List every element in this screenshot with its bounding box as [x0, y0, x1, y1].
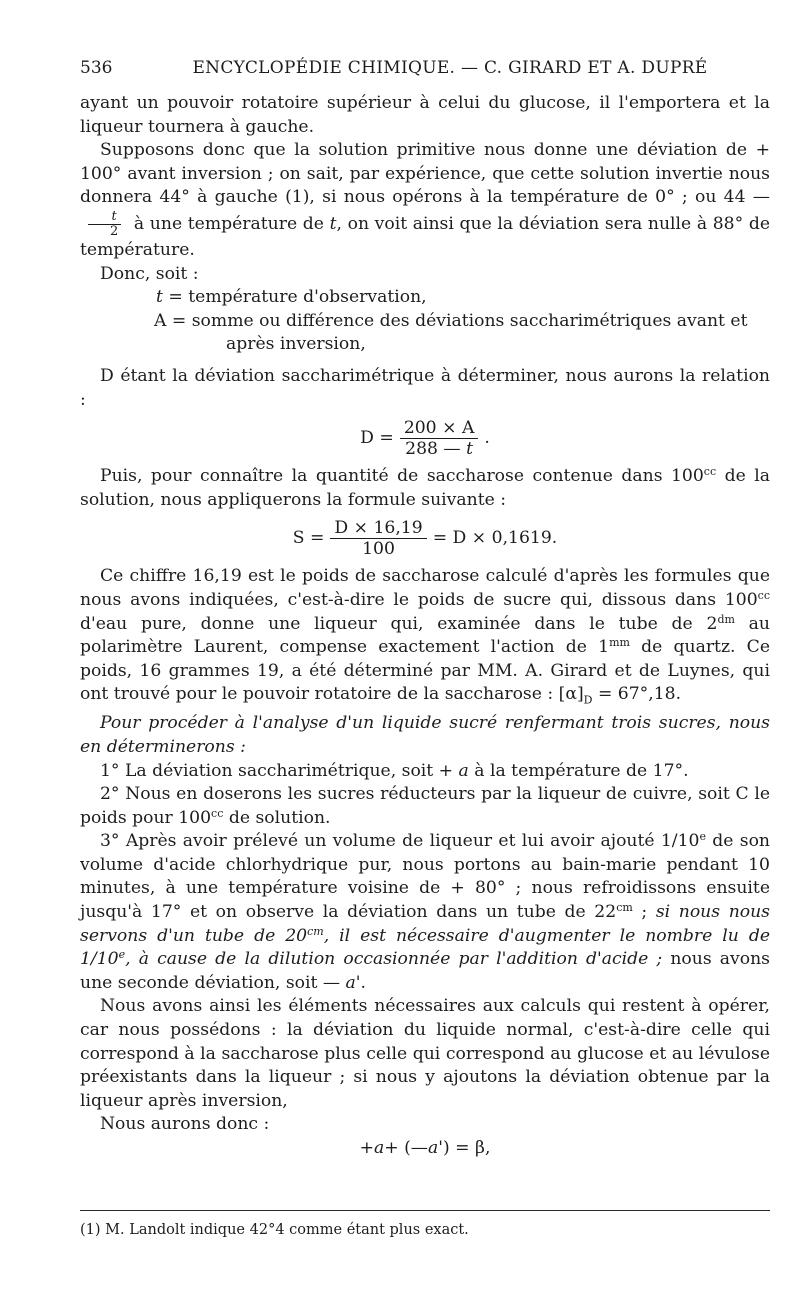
paragraph-9: Nous aurons donc :	[100, 1114, 270, 1135]
formula-beta: + a + (— a' ) = β,	[359, 1138, 491, 1158]
list-item-3: 3° Après avoir prélevé un volume de liqueur et lui avoir ajouté 1/10e de son volume d'acide chlorhydrique pur, nous portons au bain-marie pendant 10 minutes, à une température voisine de + 80° ; nous refroidissons ensuite jusqu'à 17° et on observe la déviation dans un tube de $22^{cm}$ ; si nous nous servons d'un tube de $20^{cm}$, il est nécessaire d'augmenter le nombre lu de 1/10e, à cause de la dilution occasionnée par l'addition d'acide ; nous avons une seconde déviation, soit — a'.	[80, 830, 771, 993]
formula-s-fraction: $\frac{D \times 16,19}{100}$	[330, 518, 426, 559]
paragraph-1: ayant un pouvoir rotatoire supérieur à celui du glucose, il l'emportera et la liqueur tournera à gauche.	[80, 93, 770, 137]
formula-d: D = $\frac{200 \times A}{288 — t}$ .	[360, 418, 490, 460]
running-title: ENCYCLOPÉDIE CHIMIQUE. — C. GIRARD ET A. DUPRÉ	[192, 58, 708, 78]
paragraph-7: Pour procéder à l'analyse d'un liquide sucré renfermant trois sucres, nous en déterminerons :	[80, 713, 770, 757]
page-body	[80, 92, 770, 1167]
paragraph-6: Ce chiffre 16,19 est le poids de saccharose calculé d'après les formules que nous avons indiquées, c'est-à-dire le poids de sucre qui, dissous dans $100^{cc}$ d'eau pure, donne une liqueur qui, examinée dans le tube de $2^{dm}$ au polarimètre Laurent, compense exactement l'action de $1^{mm}$ de quartz. Ce poids, 16 grammes 19, a été déterminé par MM. A. Girard et de Luynes, qui ont trouvé pour le pouvoir rotatoire de la saccharose : $[\alpha]_D = 67^\circ,18$.	[80, 566, 771, 707]
paragraph-3: Donc, soit :	[100, 263, 199, 284]
definition-a-continued: après inversion,	[226, 334, 366, 355]
page-header	[80, 58, 770, 78]
paragraph-4: D étant la déviation saccharimétrique à déterminer, nous aurons la relation :	[80, 365, 770, 410]
definition-a: A = somme ou différence des déviations saccharimétriques avant et	[154, 310, 748, 331]
fraction-t-over-2: $\frac{t}{2}$	[86, 210, 122, 239]
formula-s: S = $\frac{D \times 16,19}{100}$ = D × 0,1619.	[292, 518, 558, 560]
paragraph-8: Nous avons ainsi les éléments nécessaires aux calculs qui restent à opérer, car nous possédons : la déviation du liquide normal, c'est-à-dire celle qui correspond à la saccharose plus celle qui correspond au glucose et au lévulose préexistants dans la liqueur ; si nous y ajoutons la déviation obtenue par la liqueur après inversion,	[80, 996, 770, 1111]
definition-t: t = température d'observation,	[156, 287, 427, 308]
formula-d-fraction: $\frac{200 \times A}{288 — t}$	[400, 418, 479, 459]
paragraph-2: Supposons donc que la solution primitive nous donne une déviation de + 100° avant inversion ; on sait, par expérience, que cette solution invertie nous donnera 44° à gauche (1), si nous opérons à la température de 0° ; ou 44 — $\frac{t}{2}$ à une température de t, on voit ainsi que la déviation sera nulle à 88° de température.	[80, 140, 771, 260]
page-number: 536	[80, 58, 113, 78]
list-item-1: 1° La déviation saccharimétrique, soit + a à la température de 17°.	[100, 760, 689, 781]
footnote-divider	[80, 1210, 770, 1211]
paragraph-5: Puis, pour connaître la quantité de saccharose contenue dans $100^{cc}$ de la solution, nous appliquerons la formule suivante :	[80, 465, 770, 510]
footnote: (1) M. Landolt indique 42°4 comme étant plus exact.	[80, 1222, 469, 1238]
list-item-2: 2° Nous en doserons les sucres réducteurs par la liqueur de cuivre, soit C le poids pour $100^{cc}$ de solution.	[80, 784, 770, 828]
